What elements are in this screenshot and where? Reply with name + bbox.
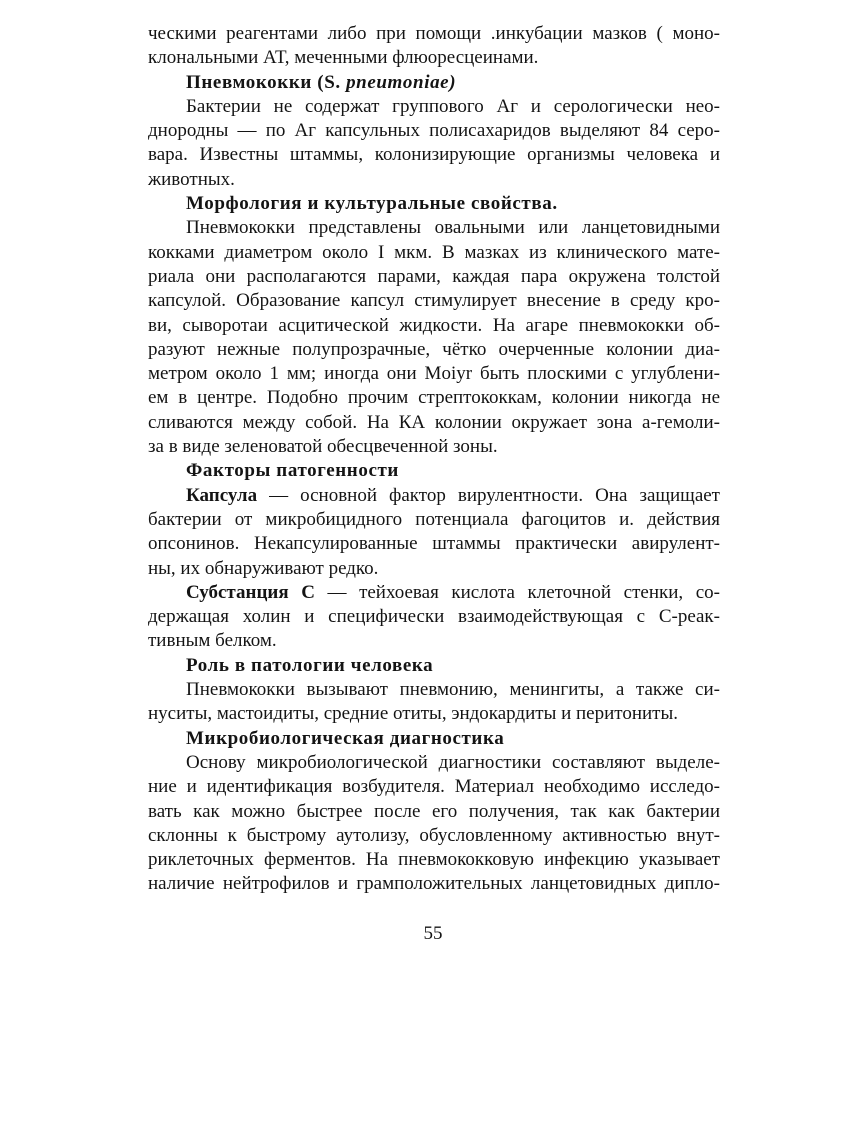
text-line — [148, 581, 720, 605]
text-line: днородны — по Аг капсульных полисахаридов выделяют 84 серо- — [148, 120, 720, 142]
text-line: тивным белком. — [148, 630, 277, 652]
text-line: вать как можно быстрее после его получения, так как бактерии — [148, 800, 720, 822]
text-run: — основной фактор вирулентности. Она защищает — [257, 484, 720, 506]
text-line: вара. Известны штаммы, колонизирующие организмы человека и — [148, 144, 720, 166]
text-line: животных. — [148, 168, 235, 190]
text-run: — тейхоевая кислота клеточной стенки, со- — [314, 581, 720, 603]
text-line: ем в центре. Подобно прочим стрептококкам, колонии никогда не — [148, 387, 720, 409]
page-number: 55 — [423, 923, 443, 944]
text-line: держащая холин и специфически взаимодействующая с С-реак- — [148, 606, 720, 628]
text-line: разуют нежные полупрозрачные, чётко очерченные колонии диа- — [148, 338, 720, 360]
text-line: риала они располагаются парами, каждая пара окружена толстой — [148, 265, 720, 287]
text-line: Основу микробиологической диагностики составляют выделе- — [186, 751, 720, 773]
term-capsule: Капсула — [186, 484, 258, 506]
section-heading-role: Роль в патологии человека — [186, 654, 434, 676]
section-heading-pathogenicity: Факторы патогенности — [186, 460, 399, 482]
text-line: капсулой. Образование капсул стимулирует внесение в среду кро- — [148, 290, 720, 312]
section-heading-morphology: Морфология и культуральные свойства. — [186, 193, 558, 215]
heading-species-italic: pneumoniae) — [346, 71, 457, 93]
text-line: Пневмококки вызывают пневмонию, менингиты, а также си- — [186, 679, 720, 701]
section-heading-pneumococci — [148, 71, 720, 95]
text-line: ви, сыворотаи асцитической жидкости. На агаре пневмококки об- — [148, 314, 720, 336]
text-line: риклеточных ферментов. На пневмококковую инфекцию указывает — [148, 849, 720, 871]
page-body — [148, 22, 720, 897]
text-line: ческими реагентами либо при помощи .инкубации мазков ( моно- — [148, 23, 720, 44]
text-line: Бактерии не содержат группового Аг и серологически нео- — [186, 95, 720, 117]
text-line: ние и идентификация возбудителя. Материал необходимо исследо- — [148, 776, 720, 798]
text-line: клональными АТ, меченными флюоресцеинами. — [148, 47, 539, 69]
text-line: бактерии от микробицидного потенциала фагоцитов и. действия — [148, 508, 720, 530]
text-line: кокками диаметром около I мкм. В мазках из клинического мате- — [148, 241, 720, 263]
text-line: наличие нейтрофилов и грамположительных ланцетовидных дипло- — [148, 873, 720, 895]
text-line: метром около 1 мм; иногда они Moiyr быть плоскими с углублени- — [148, 363, 720, 385]
text-line: за в виде зеленоватой обесцвеченной зоны. — [148, 436, 498, 458]
text-line: опсонинов. Некапсулированные штаммы практически авирулент- — [148, 533, 720, 555]
term-substance-c: Субстанция С — [186, 581, 315, 603]
text-line: сливаются между собой. На КА колонии окружает зона а-гемоли- — [148, 411, 720, 433]
section-heading-diagnostics: Микробиологическая диагностика — [186, 727, 505, 749]
text-line: Пневмококки представлены овальными или ланцетовидными — [186, 217, 720, 239]
text-line: нуситы, мастоидиты, средние отиты, эндокардиты и перитониты. — [148, 703, 678, 725]
heading-text: Пневмококки (S. — [186, 71, 347, 93]
text-line: склонны к быстрому аутолизу, обусловленному активностью внут- — [148, 824, 720, 846]
text-line — [148, 484, 720, 508]
text-line: ны, их обнаруживают редко. — [148, 557, 379, 579]
